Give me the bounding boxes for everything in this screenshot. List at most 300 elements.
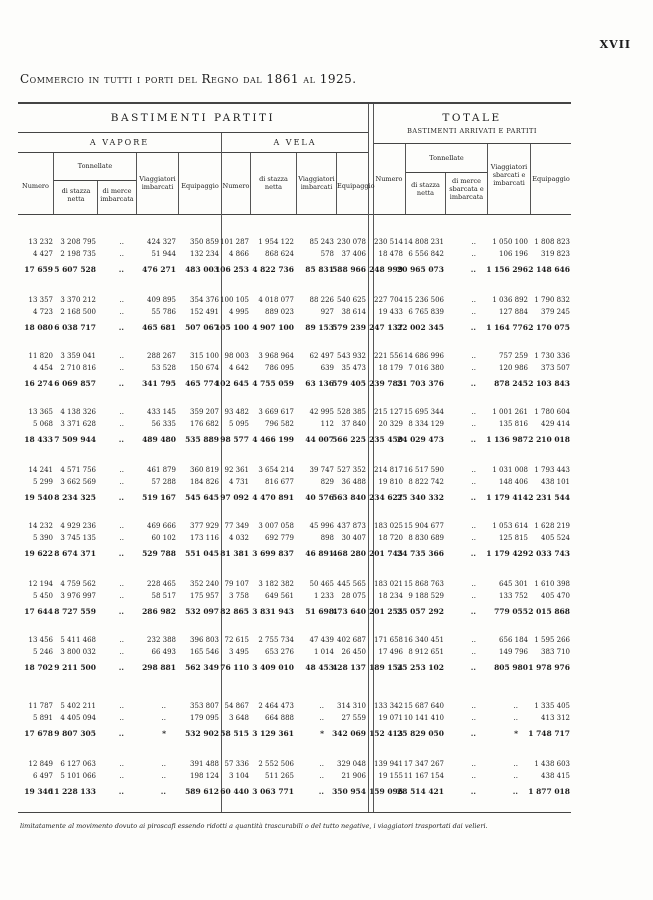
table-cell: 692 779 xyxy=(265,533,294,542)
col-equipaggio: Equipaggio xyxy=(181,182,219,190)
table-cell: 6 497 xyxy=(32,771,53,780)
total-cell: 350 954 xyxy=(332,787,366,796)
table-cell: 511 265 xyxy=(265,771,294,780)
table-cell: 889 023 xyxy=(265,307,294,316)
total-cell: 3 831 943 xyxy=(252,607,294,616)
total-cell: 476 271 xyxy=(142,265,176,274)
total-cell: 878 245 xyxy=(494,379,528,388)
table-top-rule xyxy=(18,102,571,104)
total-cell: * xyxy=(514,729,518,738)
table-cell: .. xyxy=(119,249,124,258)
table-cell: 93 482 xyxy=(224,408,249,416)
table-cell: 100 105 xyxy=(220,296,249,304)
table-cell: 1 595 266 xyxy=(534,636,570,644)
table-cell: 5 101 066 xyxy=(60,771,96,780)
total-cell: 2 231 544 xyxy=(528,493,570,502)
table-cell: 868 624 xyxy=(265,249,294,258)
table-cell: 17 347 267 xyxy=(403,760,444,768)
table-cell: 786 095 xyxy=(265,363,294,372)
table-cell: 5 299 xyxy=(32,477,53,486)
table-cell: 3 359 041 xyxy=(60,352,96,360)
header-bastimenti-partiti: BASTIMENTI PARTITI xyxy=(110,112,276,124)
total-cell: 7 509 944 xyxy=(54,435,96,444)
table-cell: .. xyxy=(471,702,476,710)
total-cell: .. xyxy=(470,549,476,558)
table-cell: .. xyxy=(471,249,476,258)
table-cell: 461 879 xyxy=(147,466,176,474)
total-cell: 1 179 414 xyxy=(486,493,528,502)
total-cell: 4 755 059 xyxy=(252,379,294,388)
table-cell: 12 194 xyxy=(28,580,53,588)
table-cell: 50 465 xyxy=(309,580,334,588)
total-cell: 8 727 559 xyxy=(54,607,96,616)
table-cell: 37 406 xyxy=(341,249,366,258)
table-cell: 927 xyxy=(320,307,334,316)
col-viaggiatori: Viaggiatori imbarcati xyxy=(298,175,335,192)
table-cell: 85 243 xyxy=(309,238,334,246)
table-cell: 3 104 xyxy=(228,771,249,780)
table-cell: 16 517 590 xyxy=(403,466,444,474)
total-cell: 25 829 050 xyxy=(397,729,444,738)
table-cell: 184 826 xyxy=(190,477,219,486)
total-cell: .. xyxy=(318,787,324,796)
total-cell: 6 038 717 xyxy=(54,323,96,332)
table-cell: 28 075 xyxy=(341,591,366,600)
table-cell: 360 819 xyxy=(190,466,219,474)
col-di-stazza: di stazza netta xyxy=(411,181,440,198)
table-cell: 329 048 xyxy=(337,760,366,768)
table-cell: 8 830 689 xyxy=(408,533,444,542)
total-cell: .. xyxy=(470,729,476,738)
table-cell: .. xyxy=(119,713,124,722)
table-cell: 11 787 xyxy=(28,702,53,710)
table-cell: 314 310 xyxy=(337,702,366,710)
table-cell: 19 433 xyxy=(378,307,403,316)
table-cell: .. xyxy=(119,636,124,644)
table-cell: .. xyxy=(471,419,476,428)
total-cell: 4 470 891 xyxy=(252,493,294,502)
table-cell: 79 107 xyxy=(224,580,249,588)
table-cell: .. xyxy=(471,713,476,722)
table-cell: 527 352 xyxy=(337,466,366,474)
table-cell: 6 556 842 xyxy=(408,249,444,258)
header-bottom-rule xyxy=(18,214,571,215)
table-cell: 1 014 xyxy=(313,647,334,656)
total-cell: 4 822 736 xyxy=(252,265,294,274)
table-cell: .. xyxy=(513,771,518,780)
table-cell: 14 808 231 xyxy=(403,238,444,246)
table-cell: 350 859 xyxy=(190,238,219,246)
total-cell: 247 137 xyxy=(369,323,403,332)
table-cell: 13 357 xyxy=(28,296,53,304)
table-cell: 42 995 xyxy=(309,408,334,416)
table-cell: 4 642 xyxy=(228,363,249,372)
total-cell: 48 453 xyxy=(305,663,334,672)
total-cell: 1 877 018 xyxy=(528,787,570,796)
table-cell: 15 687 640 xyxy=(403,702,444,710)
table-cell: 409 895 xyxy=(147,296,176,304)
total-cell: .. xyxy=(118,787,124,796)
table-cell: 424 327 xyxy=(147,238,176,246)
table-cell: 396 803 xyxy=(190,636,219,644)
total-cell: 8 674 371 xyxy=(54,549,96,558)
header-a-vapore: A VAPORE xyxy=(89,138,150,147)
total-cell: 341 795 xyxy=(142,379,176,388)
total-cell: 588 966 xyxy=(332,265,366,274)
table-cell: 5 402 211 xyxy=(60,702,96,710)
header-totale: TOTALE xyxy=(442,112,502,124)
table-cell: 125 815 xyxy=(499,533,528,542)
page-number: XVII xyxy=(599,38,631,51)
total-cell: 286 982 xyxy=(142,607,176,616)
total-cell: .. xyxy=(470,607,476,616)
table-cell: .. xyxy=(471,307,476,316)
table-cell: 47 439 xyxy=(309,636,334,644)
table-cell: 829 xyxy=(320,477,334,486)
table-cell: 3 968 964 xyxy=(258,352,294,360)
col-equipaggio: Equipaggio xyxy=(532,175,570,183)
table-cell: .. xyxy=(319,713,324,722)
col-numero: Numero xyxy=(375,175,403,183)
table-cell: 5 390 xyxy=(32,533,53,542)
table-cell: 183 021 xyxy=(374,580,403,588)
total-cell: 3 129 361 xyxy=(252,729,294,738)
table-cell: 92 361 xyxy=(224,466,249,474)
table-cell: .. xyxy=(119,419,124,428)
table-cell: 528 385 xyxy=(337,408,366,416)
table-cell: 39 747 xyxy=(309,466,334,474)
table-cell: 60 102 xyxy=(151,533,176,542)
total-cell: 579 405 xyxy=(332,379,366,388)
total-cell: 18 433 xyxy=(24,435,53,444)
total-cell: 3 409 010 xyxy=(252,663,294,672)
table-cell: 19 071 xyxy=(378,713,403,722)
header-a-vela: A VELA xyxy=(273,138,317,147)
total-cell: 483 003 xyxy=(185,265,219,274)
table-cell: .. xyxy=(119,702,124,710)
col-tonnellate: Tonnellate xyxy=(77,162,113,170)
table-cell: 230 514 xyxy=(374,238,403,246)
table-cell: 1 954 122 xyxy=(258,238,294,246)
table-cell: 30 407 xyxy=(341,533,366,542)
total-cell: .. xyxy=(470,663,476,672)
table-cell: 469 666 xyxy=(147,522,176,530)
total-cell: 1 978 976 xyxy=(528,663,570,672)
table-cell: 72 615 xyxy=(224,636,249,644)
table-cell: 3 745 135 xyxy=(60,533,96,542)
table-cell: .. xyxy=(471,533,476,542)
table-cell: 35 473 xyxy=(341,363,366,372)
table-cell: .. xyxy=(161,713,166,722)
footnote: limitatamente al movimento dovuto ai piroscafi essendo ridotti a quantità trascurabili o del tutto negative, i viaggiatori trasportati dai velieri. xyxy=(20,822,488,830)
total-cell: 579 239 xyxy=(332,323,366,332)
tonnellate-underline xyxy=(406,172,487,173)
table-cell: 101 287 xyxy=(220,238,249,246)
table-cell: 133 752 xyxy=(499,591,528,600)
total-cell: 1 164 776 xyxy=(486,323,528,332)
table-cell: 8 822 742 xyxy=(408,477,444,486)
table-cell: .. xyxy=(119,296,124,304)
table-cell: 4 995 xyxy=(228,307,249,316)
table-cell: .. xyxy=(471,771,476,780)
total-cell: 25 057 292 xyxy=(397,607,444,616)
table-cell: 227 704 xyxy=(374,296,403,304)
table-cell: .. xyxy=(513,713,518,722)
total-cell: 4 466 199 xyxy=(252,435,294,444)
total-cell: 82 865 xyxy=(220,607,249,616)
table-cell: 149 796 xyxy=(499,647,528,656)
total-cell: 545 645 xyxy=(185,493,219,502)
table-cell: 4 032 xyxy=(228,533,249,542)
total-cell: 507 067 xyxy=(185,323,219,332)
table-cell: .. xyxy=(119,408,124,416)
total-cell: 465 681 xyxy=(142,323,176,332)
table-cell: 112 xyxy=(320,419,334,428)
table-cell: 5 068 xyxy=(32,419,53,428)
table-cell: 2 755 734 xyxy=(258,636,294,644)
table-cell: 1 335 405 xyxy=(534,702,570,710)
total-cell: 22 002 345 xyxy=(397,323,444,332)
total-cell: 11 228 133 xyxy=(49,787,96,796)
table-cell: 649 561 xyxy=(265,591,294,600)
table-cell: .. xyxy=(119,477,124,486)
total-cell: .. xyxy=(118,379,124,388)
table-cell: 2 168 500 xyxy=(60,307,96,316)
total-cell: 2 015 868 xyxy=(528,607,570,616)
total-cell: * xyxy=(320,729,324,738)
total-cell: 97 092 xyxy=(220,493,249,502)
table-cell: 198 124 xyxy=(190,771,219,780)
col-viaggiatori: Viaggiatori imbarcati xyxy=(139,175,176,192)
table-cell: 53 528 xyxy=(151,363,176,372)
total-cell: 60 440 xyxy=(220,787,249,796)
table-cell: 319 823 xyxy=(541,249,570,258)
table-cell: .. xyxy=(161,760,166,768)
table-cell: 1 780 604 xyxy=(534,408,570,416)
table-cell: 27 559 xyxy=(341,713,366,722)
total-cell: 17 644 xyxy=(24,607,53,616)
table-cell: .. xyxy=(471,466,476,474)
table-cell: 10 141 410 xyxy=(403,713,444,722)
total-cell: 20 965 073 xyxy=(397,265,444,274)
table-cell: 4 454 xyxy=(32,363,53,372)
table-cell: 5 450 xyxy=(32,591,53,600)
table-cell: 13 456 xyxy=(28,636,53,644)
table-cell: 543 932 xyxy=(337,352,366,360)
table-cell: 88 226 xyxy=(309,296,334,304)
table-cell: 445 565 xyxy=(337,580,366,588)
table-cell: .. xyxy=(119,363,124,372)
total-cell: 18 080 xyxy=(24,323,53,332)
table-cell: 402 687 xyxy=(337,636,366,644)
table-cell: 1 438 603 xyxy=(534,760,570,768)
total-cell: 8 234 325 xyxy=(54,493,96,502)
table-cell: 171 658 xyxy=(374,636,403,644)
table-cell: 377 929 xyxy=(190,522,219,530)
total-cell: 5 607 528 xyxy=(54,265,96,274)
total-cell: 25 340 332 xyxy=(397,493,444,502)
table-cell: 2 198 735 xyxy=(60,249,96,258)
table-cell: 3 007 058 xyxy=(258,522,294,530)
total-cell: 1 179 429 xyxy=(486,549,528,558)
total-cell: 473 640 xyxy=(332,607,366,616)
table-cell: .. xyxy=(471,296,476,304)
table-cell: 54 867 xyxy=(224,702,249,710)
total-cell: 19 540 xyxy=(24,493,53,502)
table-cell: 18 234 xyxy=(378,591,403,600)
col-numero: Numero xyxy=(22,182,49,190)
total-cell: 529 788 xyxy=(142,549,176,558)
total-cell: * xyxy=(162,729,166,738)
table-cell: 438 101 xyxy=(541,477,570,486)
total-cell: .. xyxy=(118,493,124,502)
table-cell: 18 478 xyxy=(378,249,403,258)
total-cell: .. xyxy=(512,787,518,796)
total-cell: .. xyxy=(160,787,166,796)
col-numero: Numero xyxy=(222,182,250,190)
table-cell: 373 507 xyxy=(541,363,570,372)
table-cell: 5 095 xyxy=(228,419,249,428)
table-cell: 16 340 451 xyxy=(403,636,444,644)
table-cell: 15 868 763 xyxy=(403,580,444,588)
total-cell: 17 659 xyxy=(24,265,53,274)
table-cell: .. xyxy=(319,760,324,768)
table-cell: 437 873 xyxy=(337,522,366,530)
table-cell: 13 232 xyxy=(28,238,53,246)
table-cell: 55 786 xyxy=(151,307,176,316)
table-cell: 433 145 xyxy=(147,408,176,416)
table-cell: .. xyxy=(471,408,476,416)
total-cell: 4 907 100 xyxy=(252,323,294,332)
table-cell: 51 944 xyxy=(151,249,176,258)
table-cell: 315 100 xyxy=(190,352,219,360)
total-cell: 428 137 xyxy=(332,663,366,672)
table-cell: 18 720 xyxy=(378,533,403,542)
table-cell: 3 654 214 xyxy=(258,466,294,474)
total-cell: 1 156 296 xyxy=(486,265,528,274)
total-cell: 16 274 xyxy=(24,379,53,388)
total-cell: 76 110 xyxy=(220,663,249,672)
table-cell: 228 465 xyxy=(147,580,176,588)
table-cell: .. xyxy=(161,771,166,780)
table-cell: 152 491 xyxy=(190,307,219,316)
table-cell: 62 497 xyxy=(309,352,334,360)
table-cell: 2 552 506 xyxy=(258,760,294,768)
total-cell: 98 577 xyxy=(220,435,249,444)
table-cell: 17 496 xyxy=(378,647,403,656)
table-cell: 3 495 xyxy=(228,647,249,656)
total-cell: 342 069 xyxy=(332,729,366,738)
total-cell: 589 612 xyxy=(185,787,219,796)
table-cell: .. xyxy=(471,238,476,246)
table-cell: 4 731 xyxy=(228,477,249,486)
table-cell: 359 207 xyxy=(190,408,219,416)
table-cell: 3 662 569 xyxy=(60,477,96,486)
table-cell: 438 415 xyxy=(541,771,570,780)
table-cell: 77 349 xyxy=(224,522,249,530)
table-cell: 150 674 xyxy=(190,363,219,372)
table-cell: 540 625 xyxy=(337,296,366,304)
table-cell: .. xyxy=(119,352,124,360)
total-cell: 2 103 843 xyxy=(528,379,570,388)
table-cell: 1 031 008 xyxy=(492,466,528,474)
table-cell: 4 405 094 xyxy=(60,713,96,722)
table-cell: 1 790 832 xyxy=(534,296,570,304)
page-title: Commercio in tutti i porti del Regno dal 1861 al 1925. xyxy=(20,72,357,86)
header-rule-totale xyxy=(373,143,571,144)
col-viaggiatori: Viaggiatori sbarcati e imbarcati xyxy=(490,163,528,188)
total-cell: 24 735 366 xyxy=(397,549,444,558)
table-cell: 4 571 756 xyxy=(60,466,96,474)
total-cell: 519 167 xyxy=(142,493,176,502)
col-di-stazza: di stazza netta xyxy=(61,187,91,204)
total-cell: 201 745 xyxy=(369,549,403,558)
total-cell: .. xyxy=(118,265,124,274)
table-cell: 5 246 xyxy=(32,647,53,656)
table-cell: 3 800 032 xyxy=(60,647,96,656)
table-cell: 391 488 xyxy=(190,760,219,768)
total-cell: 21 703 376 xyxy=(397,379,444,388)
table-cell: 57 288 xyxy=(151,477,176,486)
table-cell: 4 018 077 xyxy=(258,296,294,304)
table-cell: 36 488 xyxy=(341,477,366,486)
col-tonnellate: Tonnellate xyxy=(429,154,464,162)
table-cell: .. xyxy=(161,702,166,710)
total-cell: 159 096 xyxy=(369,787,403,796)
table-cell: 1 793 443 xyxy=(534,466,570,474)
table-cell: 12 849 xyxy=(28,760,53,768)
table-cell: 757 259 xyxy=(499,352,528,360)
total-cell: .. xyxy=(470,493,476,502)
table-cell: 816 677 xyxy=(265,477,294,486)
table-cell: 7 016 380 xyxy=(408,363,444,372)
header-totale-sub: BASTIMENTI ARRIVATI E PARTITI xyxy=(407,127,537,135)
table-cell: 288 267 xyxy=(147,352,176,360)
table-cell: 429 414 xyxy=(541,419,570,428)
total-cell: 106 253 xyxy=(215,265,249,274)
table-cell: 4 759 562 xyxy=(60,580,96,588)
total-cell: 6 069 857 xyxy=(54,379,96,388)
table-cell: 4 427 xyxy=(32,249,53,258)
table-cell: 3 758 xyxy=(228,591,249,600)
total-cell: 2 033 743 xyxy=(528,549,570,558)
table-cell: 58 517 xyxy=(151,591,176,600)
table-cell: 1 730 336 xyxy=(534,352,570,360)
table-cell: 37 840 xyxy=(341,419,366,428)
table-cell: .. xyxy=(119,591,124,600)
table-cell: 3 182 382 xyxy=(258,580,294,588)
table-cell: .. xyxy=(119,771,124,780)
table-cell: 578 xyxy=(320,249,334,258)
table-cell: .. xyxy=(119,238,124,246)
table-cell: 3 370 212 xyxy=(60,296,96,304)
total-cell: 239 785 xyxy=(369,379,403,388)
total-cell: 9 211 500 xyxy=(54,663,96,672)
table-cell: 15 904 677 xyxy=(403,522,444,530)
tonnellate-underline xyxy=(54,180,136,181)
table-cell: 221 556 xyxy=(374,352,403,360)
table-cell: .. xyxy=(471,477,476,486)
table-cell: 15 695 344 xyxy=(403,408,444,416)
table-cell: 1 233 xyxy=(313,591,334,600)
total-cell: 19 346 xyxy=(24,787,53,796)
table-cell: 1 036 892 xyxy=(492,296,528,304)
table-cell: 2 710 816 xyxy=(60,363,96,372)
table-cell: .. xyxy=(319,702,324,710)
table-cell: 232 388 xyxy=(147,636,176,644)
total-cell: .. xyxy=(470,787,476,796)
total-cell: 63 136 xyxy=(305,379,334,388)
